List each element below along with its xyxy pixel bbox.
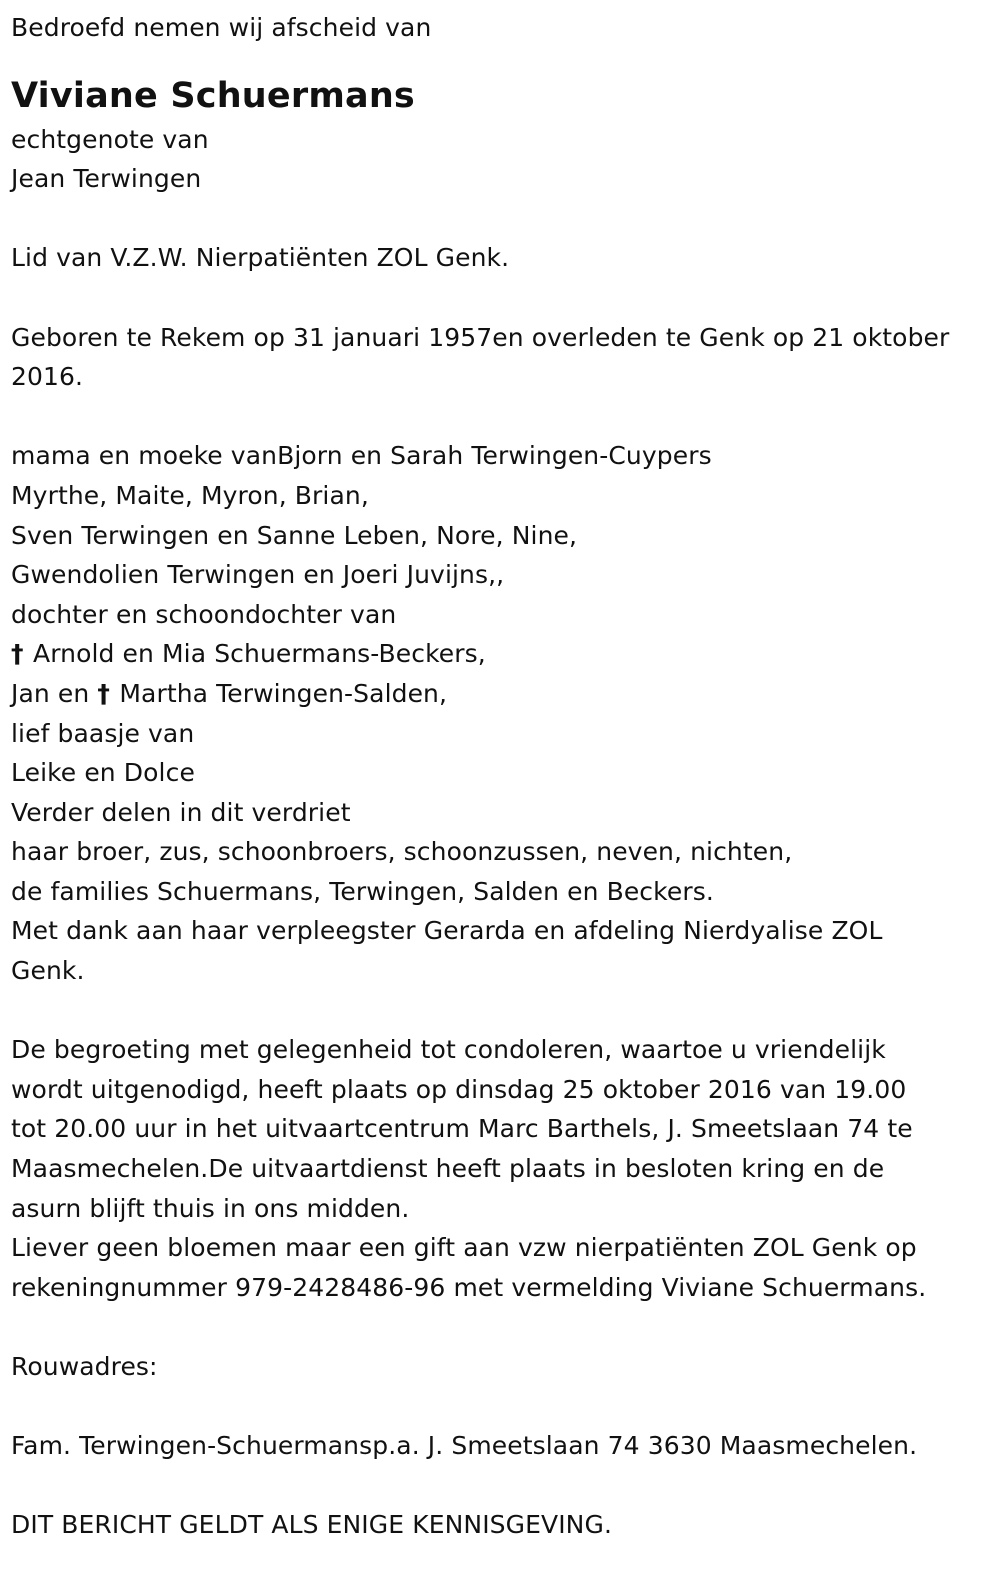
spacer: [11, 991, 990, 1031]
family-line: [11, 634, 990, 674]
birth-line: 2016.: [11, 362, 84, 392]
family-line-text: Arnold en Mia Schuermans-Beckers,: [33, 639, 486, 669]
family-line: haar broer, zus, schoonbroers, schoonzussen, neven, nichten,: [11, 837, 793, 867]
ceremony-line: Maasmechelen.De uitvaartdienst heeft plaats in besloten kring en de: [11, 1154, 885, 1184]
cross-icon: †: [11, 639, 24, 669]
birth-line: Geboren te Rekem op 31 januari 1957en overleden te Genk op 21 oktober: [11, 322, 950, 352]
family-line-prefix: Jan en: [11, 678, 90, 708]
family-line: [11, 674, 990, 714]
spacer: [11, 199, 990, 239]
family-line: Leike en Dolce: [11, 758, 195, 788]
spouse-label: echtgenote van: [11, 124, 209, 154]
family-line: mama en moeke vanBjorn en Sarah Terwingen-Cuypers: [11, 441, 712, 471]
family-line: de families Schuermans, Terwingen, Salden en Beckers.: [11, 876, 714, 906]
family-section: [11, 436, 990, 990]
ceremony-line: De begroeting met gelegenheid tot condoleren, waartoe u vriendelijk: [11, 1035, 886, 1065]
spacer: [11, 397, 990, 437]
ceremony-line: asurn blijft thuis in ons midden.: [11, 1193, 410, 1223]
spacer: [11, 1387, 990, 1427]
ceremony-line: Liever geen bloemen maar een gift aan vzw nierpatiënten ZOL Genk op: [11, 1233, 917, 1263]
spouse-name: Jean Terwingen: [11, 164, 202, 194]
spacer: [11, 1307, 990, 1347]
intro-text: Bedroefd nemen wij afscheid van: [11, 13, 432, 42]
ceremony-line: wordt uitgenodigd, heeft plaats op dinsdag 25 oktober 2016 van 19.00: [11, 1074, 907, 1104]
closing-text: DIT BERICHT GELDT ALS ENIGE KENNISGEVING.: [11, 1510, 612, 1540]
address-text: Fam. Terwingen-Schuermansp.a. J. Smeetslaan 74 3630 Maasmechelen.: [11, 1431, 918, 1461]
family-line: Met dank aan haar verpleegster Gerarda en afdeling Nierdyalise ZOL: [11, 916, 883, 946]
spacer: [11, 1466, 990, 1506]
family-line-text: Martha Terwingen-Salden,: [119, 678, 448, 708]
family-line: dochter en schoondochter van: [11, 599, 397, 629]
ceremony-line: rekeningnummer 979-2428486-96 met vermelding Viviane Schuermans.: [11, 1272, 927, 1302]
family-line: Gwendolien Terwingen en Joeri Juvijns,,: [11, 560, 505, 590]
ceremony-section: [11, 1030, 990, 1307]
spacer: [11, 278, 990, 318]
family-line: Genk.: [11, 956, 85, 986]
membership-text: Lid van V.Z.W. Nierpatiënten ZOL Genk.: [11, 243, 510, 273]
family-line: lief baasje van: [11, 718, 195, 748]
family-line: Sven Terwingen en Sanne Leben, Nore, Nine,: [11, 520, 578, 550]
family-line: Myrthe, Maite, Myron, Brian,: [11, 480, 369, 510]
deceased-name: Viviane Schuermans: [11, 75, 415, 116]
ceremony-line: tot 20.00 uur in het uitvaartcentrum Marc Barthels, J. Smeetslaan 74 te: [11, 1114, 913, 1144]
family-line: Verder delen in dit verdriet: [11, 797, 351, 827]
address-label: Rouwadres:: [11, 1352, 158, 1381]
cross-icon: †: [97, 678, 110, 708]
